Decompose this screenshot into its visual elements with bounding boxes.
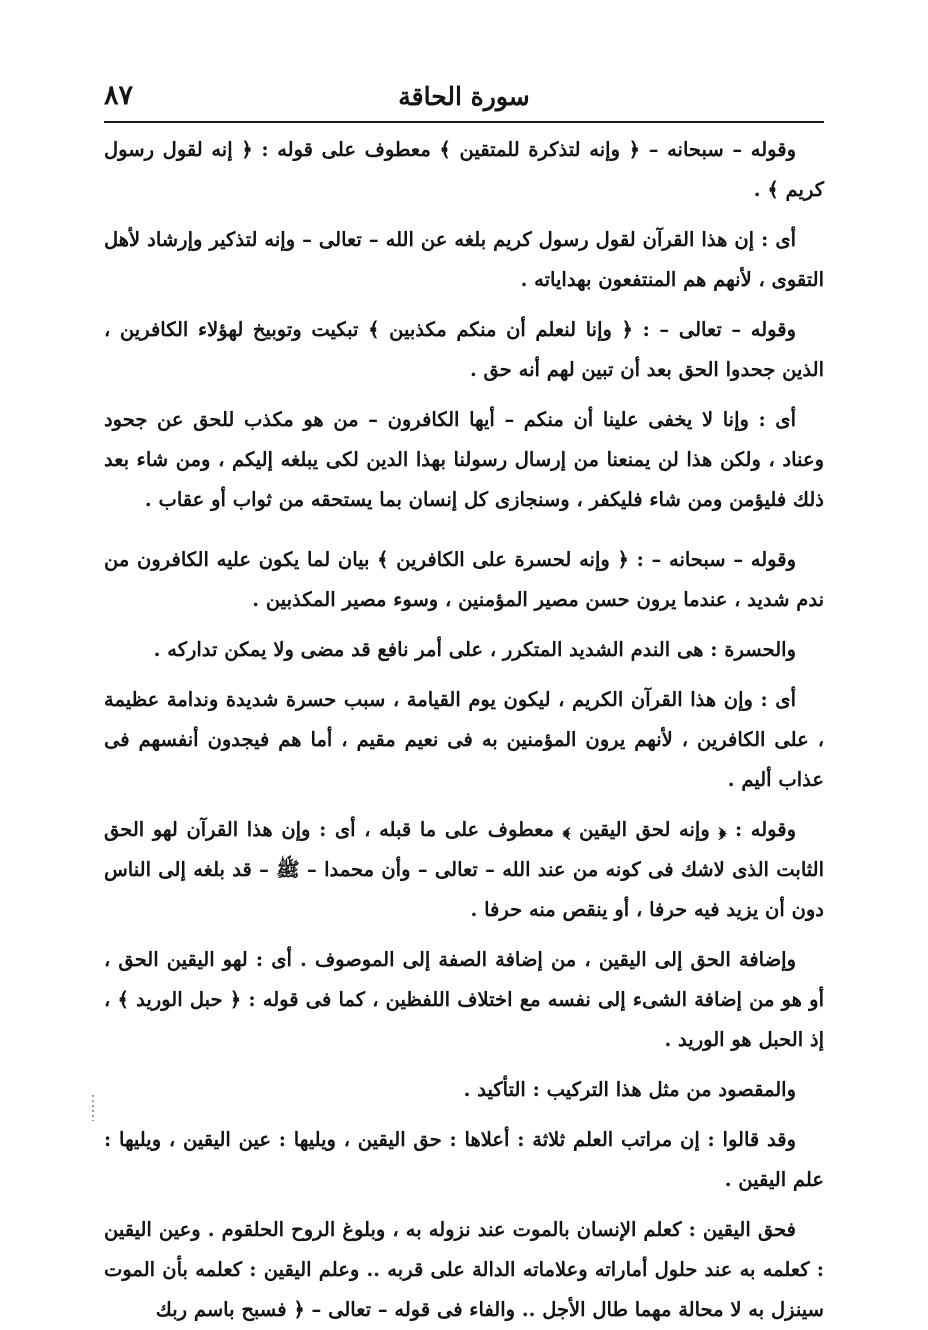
paragraph: أى : وإن هذا القرآن الكريم ، ليكون يوم القيامة ، سبب حسرة شديدة وندامة عظيمة ، على الكافرين ، لأنهم يرون المؤمنين به فى نعيم مقيم ، أما هم فيجدون أنفسهم فى عذاب أليم .: [104, 688, 824, 791]
paragraph: وقد قالوا : إن مراتب العلم ثلاثة : أعلاها : حق اليقين ، ويليها : عين اليقين ، ويليها : علم اليقين .: [104, 1128, 824, 1191]
running-title: سورة الحاقة: [398, 82, 530, 111]
paragraph: والحسرة : هى الندم الشديد المتكرر ، على أمر نافع قد مضى ولا يمكن تداركه .: [153, 638, 796, 661]
paragraph: وقوله – تعالى – : ﴿ وإنا لنعلم أن منكم مكذبين ﴾ تبكيت وتوبيخ لهؤلاء الكافرين ، الذين جحدوا الحق بعد أن تبين لهم أنه حق .: [104, 318, 824, 381]
scan-margin-mark: [92, 1095, 94, 1121]
paragraph: وقوله – سبحانه – ﴿ وإنه لتذكرة للمتقين ﴾ معطوف على قوله : ﴿ إنه لقول رسول كريم ﴾ .: [104, 138, 824, 201]
paragraph: وقوله : ﴿ وإنه لحق اليقين ﴾ معطوف على ما قبله ، أى : وإن هذا القرآن لهو الحق الثابت الذى لاشك فى كونه من عند الله – تعالى – وأن محمدا – ﷺ – قد بلغه إلى الناس دون أن يزيد فيه حرفا ، أو ينقص منه حرفا .: [104, 818, 824, 921]
page-number: ٨٧: [104, 80, 134, 111]
paragraph: أى : وإنا لا يخفى علينا أن منكم – أيها الكافرون – من هو مكذب للحق عن جحود وعناد ، ولكن هذا لن يمنعنا من إرسال رسولنا بهذا الدين لكى يبلغه إليكم ، ومن شاء بعد ذلك فليؤمن ومن شاء فليكفر ، وسنجازى كل إنسان بما يستحقه من ثواب أو عقاب .: [104, 408, 824, 511]
paragraph: أى : إن هذا القرآن لقول رسول كريم بلغه عن الله – تعالى – وإنه لتذكير وإرشاد لأهل التقوى ، لأنهم هم المنتفعون بهداياته .: [104, 228, 824, 291]
header-rule: [104, 121, 824, 123]
paragraph: وإضافة الحق إلى اليقين ، من إضافة الصفة إلى الموصوف . أى : لهو اليقين الحق ، أو هو من إضافة الشىء إلى نفسه مع اختلاف اللفظين ، كما فى قوله : ﴿ حبل الوريد ﴾ ، إذ الحبل هو الوريد .: [104, 948, 824, 1051]
page-body: [104, 130, 824, 1330]
paragraph: وقوله – سبحانه – : ﴿ وإنه لحسرة على الكافرين ﴾ بيان لما يكون عليه الكافرون من ندم شديد ، عندما يرون حسن مصير المؤمنين ، وسوء مصير المكذبين .: [104, 548, 824, 611]
page-header: [104, 80, 824, 120]
paragraph: فحق اليقين : كعلم الإنسان بالموت عند نزوله به ، وبلوغ الروح الحلقوم . وعين اليقين : كعلمه به عند حلول أماراته وعلاماته الدالة على قربه .. وعلم اليقين : كعلمه بأن الموت سينزل به لا محالة مهما طال الأجل .. والفاء فى قوله – تعالى – ﴿ فسبح باسم ربك: [104, 1218, 824, 1321]
paragraph: والمقصود من مثل هذا التركيب : التأكيد .: [463, 1078, 796, 1101]
